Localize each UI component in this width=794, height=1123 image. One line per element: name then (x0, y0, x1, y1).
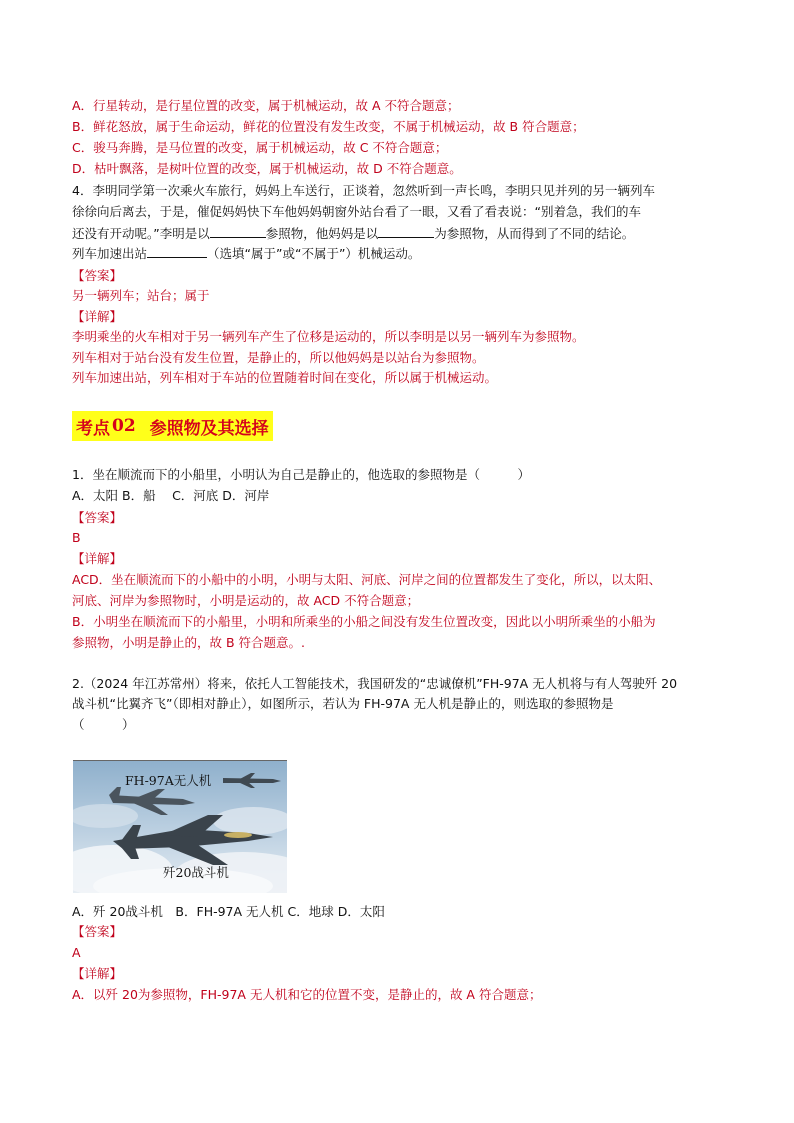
q4-detail-1: 李明乘坐的火车相对于另一辆列车产生了位移是运动的，所以李明是以另一辆列车为参照物。 (72, 329, 585, 344)
s2q2-stem-line1: 2.（2024 年江苏常州）将来，依托人工智能技术，我国研发的“忠诚僚机”FH-97A 无人机将与有人驾驶歼 20 (72, 676, 678, 691)
q4-detail-3: 列车加速出站，列车相对于车站的位置随着时间在变化，所以属于机械运动。 (72, 370, 498, 385)
s2q2-stem-line2: 战斗机“比翼齐飞”（即相对静止），如图所示，若认为 FH-97A 无人机是静止的，则选取的参照物是 (72, 696, 614, 711)
q4-stem-line2: 徐徐向后离去，于是，催促妈妈快下车他妈妈朝窗外站台看了一眼，又看了看表说：“别着急，我们的车 (72, 204, 641, 219)
s2q1-answer-label: 【答案】 (72, 510, 123, 525)
s2q1-detail-1: ACD．坐在顺流而下的小船中的小明，小明与太阳、河底、河岸之间的位置都发生了变化，所以，以太阳、 (72, 572, 662, 587)
s2q1-options: A．太阳 B．船 C．河底 D．河岸 (72, 488, 270, 503)
q4-blank-3[interactable] (147, 245, 207, 258)
q4-text-3a: 还没有开动呢。”李明是以 (72, 226, 210, 241)
q4-stem-line3 (72, 225, 634, 242)
s2q2-detail-1: A．以歼 20为参照物，FH-97A 无人机和它的位置不变，是静止的，故 A 符合题意； (72, 987, 542, 1002)
s2q1-detail-3: B．小明坐在顺流而下的小船里，小明和所乘坐的小船之间没有发生位置改变，因此以小明所乘坐的小船为 (72, 614, 656, 629)
q4-answer: 另一辆列车；站台；属于 (72, 288, 210, 303)
q4-text-3b: 参照物，他妈妈是以 (265, 226, 379, 241)
q4-detail-label: 【详解】 (72, 309, 123, 324)
s2q2-answer: A (72, 945, 81, 960)
s2q1-detail-2: 河底、河岸为参照物时，小明是运动的，故 ACD 不符合题意； (72, 593, 420, 608)
q4-stem-line4 (72, 245, 420, 262)
q3-option-a: A．行星转动，是行星位置的改变，属于机械运动，故 A 不符合题意； (72, 98, 460, 113)
q4-text-3c: 为参照物，从而得到了不同的结论。 (434, 226, 635, 241)
q4-detail-2: 列车相对于站台没有发生位置，是静止的，所以他妈妈是以站台为参照物。 (72, 350, 485, 365)
section-heading (72, 411, 273, 441)
section-prefix: 考点 (76, 418, 110, 439)
figure-label-fighter: 歼20战斗机 (163, 865, 229, 880)
q4-blank-2[interactable] (378, 225, 434, 238)
q3-option-c: C．骏马奔腾，是马位置的改变，属于机械运动，故 C 不符合题意； (72, 140, 448, 155)
s2q2-options: A．歼 20战斗机 B．FH-97A 无人机 C．地球 D．太阳 (72, 904, 385, 919)
s2q1-answer: B (72, 530, 81, 545)
q4-text-4a: 列车加速出站 (72, 246, 148, 261)
s2q1-detail-label: 【详解】 (72, 551, 123, 566)
q4-text-4b: （选填“属于”或“不属于”）机械运动。 (207, 246, 421, 261)
q4-answer-label: 【答案】 (72, 268, 123, 283)
q4-blank-1[interactable] (210, 225, 266, 238)
q3-option-d: D．枯叶飘落，是树叶位置的改变，属于机械运动，故 D 不符合题意。 (72, 161, 462, 176)
q3-option-b: B．鲜花怒放，属于生命运动，鲜花的位置没有发生改变，不属于机械运动，故 B 符合题意； (72, 119, 585, 134)
aircraft-figure (73, 760, 287, 893)
s2q1-stem: 1．坐在顺流而下的小船里，小明认为自己是静止的，他选取的参照物是（ ） (72, 467, 530, 482)
s2q2-stem-line3: （ ） (72, 717, 135, 732)
s2q2-detail-label: 【详解】 (72, 966, 123, 981)
figure-label-drone: FH-97A无人机 (125, 773, 212, 788)
s2q1-detail-4: 参照物，小明是静止的，故 B 符合题意。. (72, 635, 305, 650)
section-number: 02 (112, 416, 136, 436)
s2q2-answer-label: 【答案】 (72, 924, 123, 939)
section-title: 参照物及其选择 (149, 418, 269, 439)
q4-stem-line1: 4．李明同学第一次乘火车旅行，妈妈上车送行，正谈着，忽然听到一声长鸣，李明只见并列的另一辆列车 (72, 183, 655, 198)
